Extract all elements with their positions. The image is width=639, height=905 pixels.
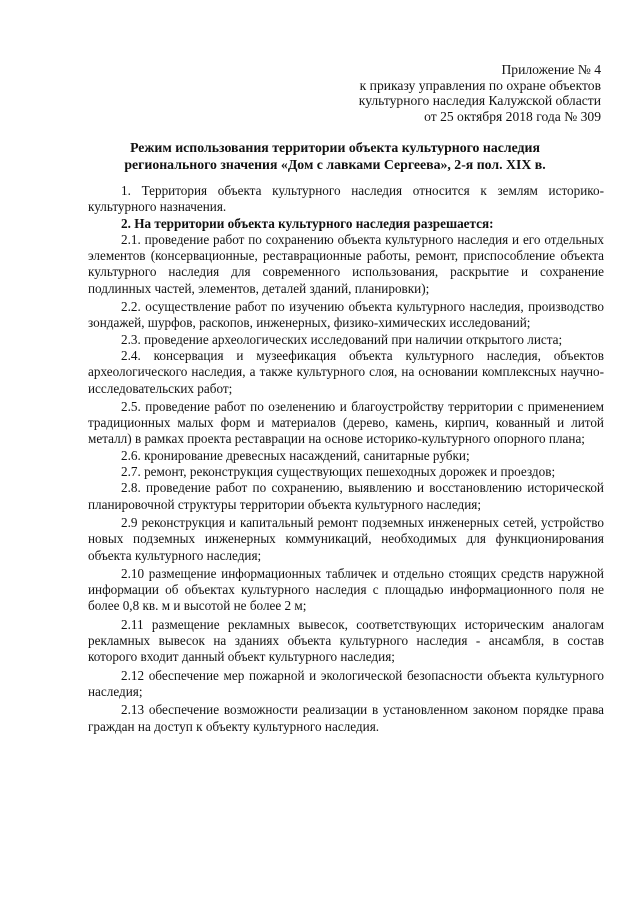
document-body (88, 183, 604, 735)
paragraph-2-4: 2.4. консервация и музеефикация объекта культурного наследия, объектов археологического наследия, а также культурного слоя, на основании комплексных научно-исследовательских работ; (88, 347, 604, 396)
paragraph-2-3: 2.3. проведение археологических исследований при наличии открытого листа; (121, 331, 563, 347)
header-line-appendix: Приложение № 4 (501, 62, 601, 77)
document-title (70, 139, 600, 173)
paragraph-2-9: 2.9 реконструкция и капитальный ремонт подземных инженерных сетей, устройство новых подземных инженерных коммуникаций, необходимых для функционирования объекта культурного наследия; (88, 514, 604, 563)
paragraph-2-heading: 2. На территории объекта культурного наследия разрешается: (121, 215, 494, 231)
paragraph-1: 1. Территория объекта культурного наследия относится к землям историко-культурного назначения. (88, 183, 604, 215)
paragraph-2-11: 2.11 размещение рекламных вывесок, соответствующих историческим аналогам рекламных вывесок на зданиях объекта культурного наследия - ансамбля, в состав которого входит данный объект культурного наследия; (88, 616, 604, 665)
document-header (359, 62, 601, 124)
paragraph-2-5: 2.5. проведение работ по озеленению и благоустройству территории с применением традиционных малых форм и материалов (дерево, камень, кирпич, кованный и литой металл) в рамках проекта реставрации на основе историко-культурного опорного плана; (88, 398, 604, 447)
paragraph-2-13: 2.13 обеспечение возможности реализации в установленном законом порядке права граждан на доступ к объекту культурного наследия. (88, 702, 604, 734)
title-line-2: регионального значения «Дом с лавками Сергеева», 2-я пол. XIX в. (124, 157, 546, 172)
header-line-date: от 25 октября 2018 года № 309 (424, 108, 601, 124)
paragraph-2-10: 2.10 размещение информационных табличек и отдельно стоящих средств наружной информации об объектах культурного наследия с площадью информационного поля не более 0,8 кв. м и высотой не более 2 м; (88, 565, 604, 614)
title-line-1: Режим использования территории объекта культурного наследия (130, 140, 540, 155)
header-line-region: культурного наследия Калужской области (358, 93, 601, 109)
header-line-order: к приказу управления по охране объектов (359, 77, 601, 93)
paragraph-2-12: 2.12 обеспечение мер пожарной и экологической безопасности объекта культурного наследия; (88, 667, 604, 699)
paragraph-2-1: 2.1. проведение работ по сохранению объекта культурного наследия и его отдельных элементов (консервационные, реставрационные работы, ремонт, приспособление объекта культурного наследия для современного использования, раскрытие и сохранение подлинных частей, элементов, деталей зданий, планировки); (88, 231, 604, 296)
paragraph-2-8: 2.8. проведение работ по сохранению, выявлению и восстановлению исторической планировочной структуры территории объекта культурного наследия; (88, 480, 604, 512)
paragraph-2-7: 2.7. ремонт, реконструкция существующих пешеходных дорожек и проездов; (121, 464, 556, 480)
paragraph-2-6: 2.6. кронирование древесных насаждений, санитарные рубки; (121, 447, 470, 463)
paragraph-2-2: 2.2. осуществление работ по изучению объекта культурного наследия, производство зондажей, шурфов, раскопов, инженерных, физико-химических исследований; (88, 299, 604, 331)
